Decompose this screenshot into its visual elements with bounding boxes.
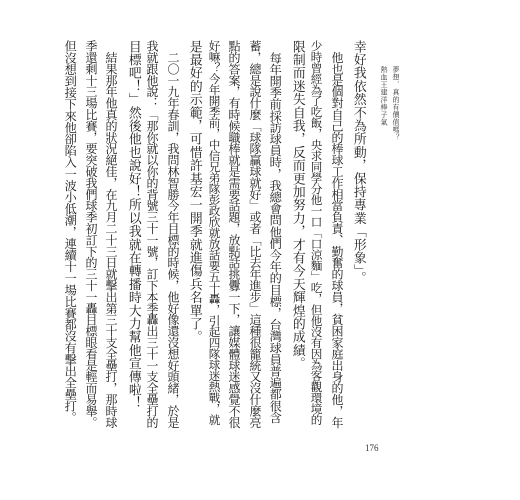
body-line: 二〇一九年春訓，我問林智勝今年目標的時候，他好像還沒想好頭緒，於是 — [166, 40, 180, 428]
body-line: 幸好我依然不為所動，保持專業「形象」。 — [350, 40, 366, 285]
body-line: 目標吧！」然後他也說好！所以我就在轉播時大力幫他宣傳啦！ — [125, 40, 141, 410]
body-line: 是最好的示範，可惜許基宏一開季就進傷兵名單了。 — [186, 40, 202, 344]
running-header-title: 夢想．真的有價值嗎？ — [392, 66, 400, 141]
body-line: 蓄，總是說什麼「球隊贏球就好」或者「比去年進步」這種很籠統又沒什麼亮 — [248, 40, 262, 428]
body-line: 結果那年他真的狀況絕佳，在九月二十三日就擊出第三十支全壘打，那時球 — [104, 40, 118, 428]
page-number: 176 — [365, 443, 379, 453]
body-line: 他也是個對自己的棒球工作相當負責、勤奮的球員，貧困家庭出身的他，年 — [330, 40, 344, 428]
body-line: 好嘛？今年開季前，中信兄弟隊彭政欣就放話要五十轟，引起四隊球迷熱戰，就 — [207, 40, 222, 425]
body-line: 我就跟他說：「那你就以你的背號三十一號，訂下本季轟出三十一支全壘打的 — [145, 40, 159, 428]
running-header-subtitle: 熱血王建洋棒子氣 — [380, 66, 388, 126]
body-line: 少時曾經為了吃飯，央求同學分他一口「口涼麵」吃，但他沒有因為客觀環境的 — [309, 40, 324, 425]
body-line: 點的答案，有時候職棒就是需要話題，放點話挑釁一下，讓媒體球迷感覺不很 — [227, 40, 241, 428]
body-line: 季還剩十三場比賽，要突破我們球季初訂下的三十一轟目標眼看是輕而易舉。 — [84, 40, 98, 428]
body-line: 但沒想到接下來他卻陷入一波小低潮，連續十一場比賽都沒有擊出全壘打。 — [63, 40, 78, 423]
body-line: 每年開季前採訪球員時，我總會問他們今年的目標，台灣球員普遍都很含 — [268, 40, 283, 423]
body-line: 限制而迷失自我，反而更加努力，才有今天輝煌的成績。 — [289, 40, 305, 370]
